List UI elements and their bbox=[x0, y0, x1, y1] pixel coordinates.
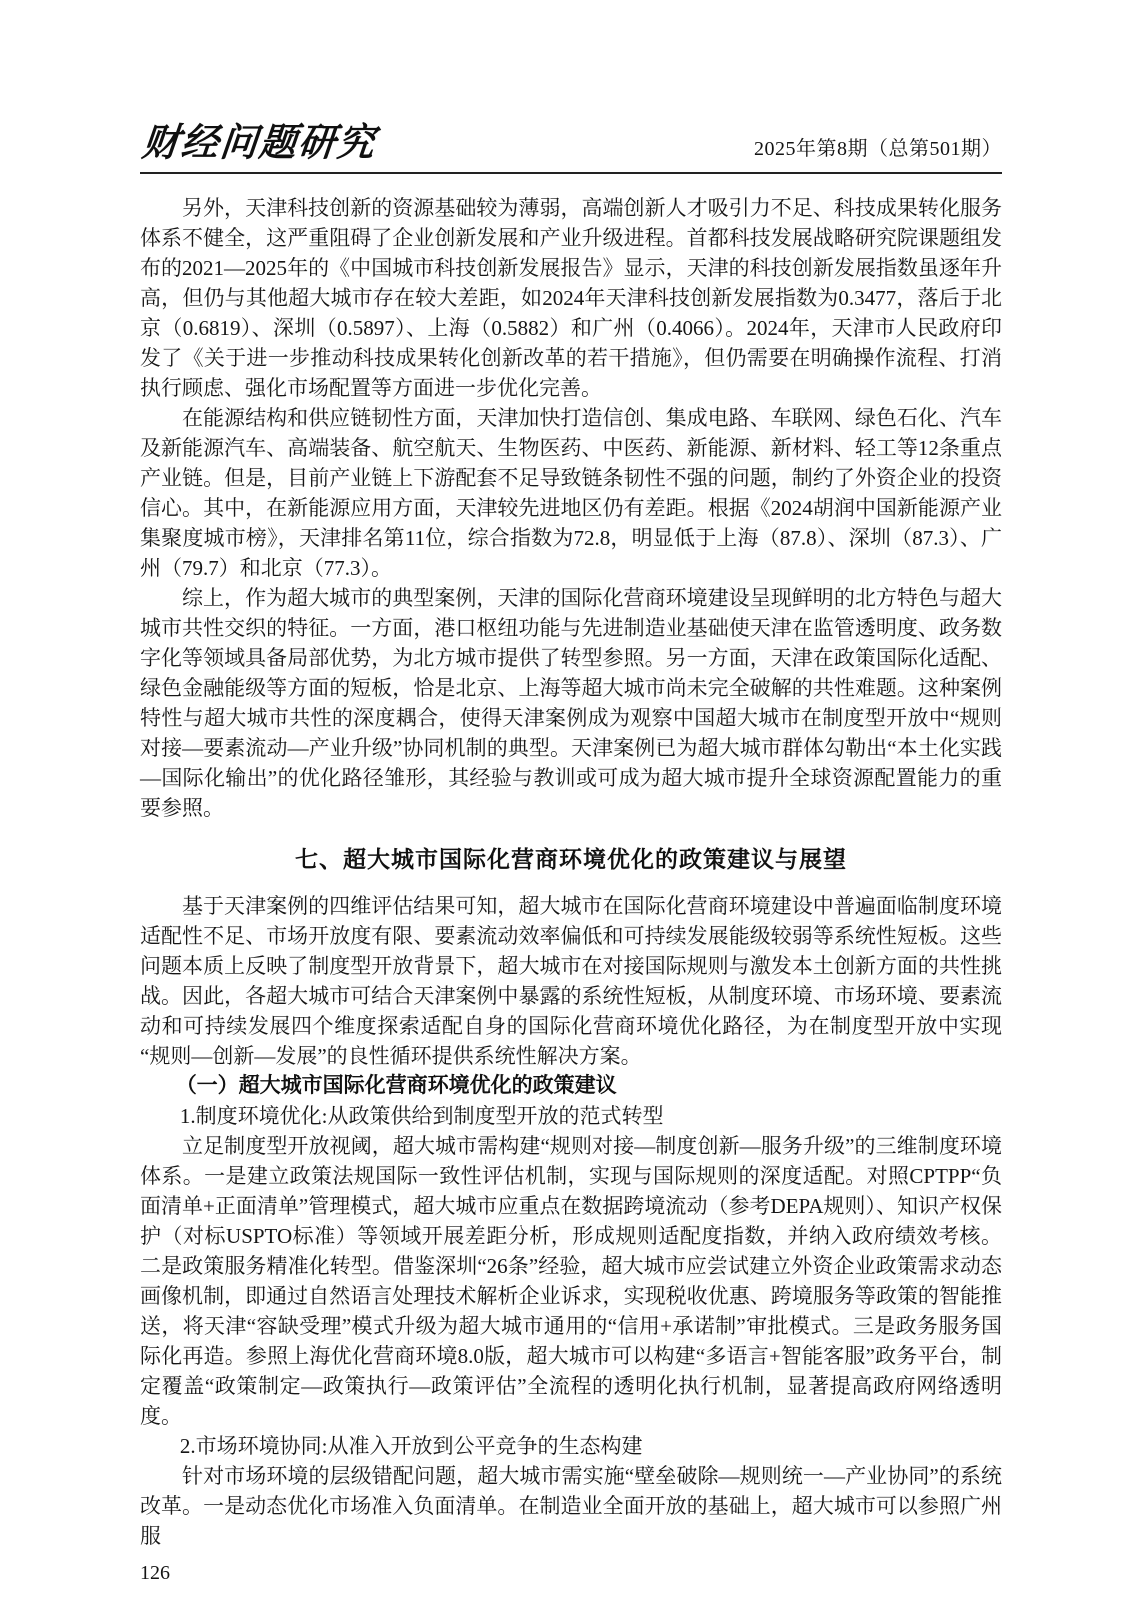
section-heading: 七、超大城市国际化营商环境优化的政策建议与展望 bbox=[295, 846, 847, 872]
paragraph-market-environment: 针对市场环境的层级错配问题，超大城市需实施“壁垒破除—规则统一—产业协同”的系统改革。一是动态优化市场准入负面清单。在制造业全面开放的基础上，超大城市可以参照广州服 bbox=[140, 1464, 1002, 1548]
numbered-item-heading-institutional: 1.制度环境优化:从政策供给到制度型开放的范式转型 bbox=[179, 1104, 664, 1128]
paragraph-institutional-optimization: 立足制度型开放视阈，超大城市需构建“规则对接—制度创新—服务升级”的三维制度环境体系。一是建立政策法规国际一致性评估机制，实现与国际规则的深度适配。对照CPTPP“负面清单+正面清单”管理模式，超大城市应重点在数据跨境流动（参考DEPA规则）、知识产权保护（对标USPTO标准）等领域开展差距分析，形成规则适配度指数，并纳入政府绩效考核。二是政策服务精准化转型。借鉴深圳“26条”经验，超大城市应尝试建立外资企业政策需求动态画像机制，即通过自然语言处理技术解析企业诉求，实现税收优惠、跨境服务等政策的智能推送，将天津“容缺受理”模式升级为超大城市通用的“信用+承诺制”审批模式。三是政务服务国际化再造。参照上海优化营商环境8.0版，超大城市可以构建“多语言+智能客服”政务平台，制定覆盖“政策制定—政策执行—政策评估”全流程的透明化执行机制，显著提高政府网络透明度。 bbox=[140, 1134, 1002, 1428]
paragraph-tech-innovation: 另外，天津科技创新的资源基础较为薄弱，高端创新人才吸引力不足、科技成果转化服务体系不健全，这严重阻碍了企业创新发展和产业升级进程。首都科技发展战略研究院课题组发布的2021—2025年的《中国城市科技创新发展报告》显示，天津的科技创新发展指数虽逐年升高，但仍与其他超大城市存在较大差距，如2024年天津科技创新发展指数为0.3477，落后于北京（0.6819）、深圳（0.5897）、上海（0.5882）和广州（0.4066）。2024年，天津市人民政府印发了《关于进一步推动科技成果转化创新改革的若干措施》，但仍需要在明确操作流程、打消执行顾虑、强化市场配置等方面进一步优化完善。 bbox=[140, 196, 1002, 400]
header-divider bbox=[140, 172, 1002, 174]
page-number: 126 bbox=[140, 1562, 170, 1584]
article-body bbox=[140, 193, 1002, 1551]
paragraph-energy-supply-chain: 在能源结构和供应链韧性方面，天津加快打造信创、集成电路、车联网、绿色石化、汽车及新能源汽车、高端装备、航空航天、生物医药、中医药、新能源、新材料、轻工等12条重点产业链。但是，目前产业链上下游配套不足导致链条韧性不强的问题，制约了外资企业的投资信心。其中，在新能源应用方面，天津较先进地区仍有差距。根据《2024胡润中国新能源产业集聚度城市榜》，天津排名第11位，综合指数为72.8，明显低于上海（87.8）、深圳（87.3）、广州（79.7）和北京（77.3）。 bbox=[140, 406, 1002, 580]
numbered-item-heading-market: 2.市场环境协同:从准入开放到公平竞争的生态构建 bbox=[179, 1434, 643, 1458]
journal-logo: 财经问题研究 bbox=[140, 122, 379, 165]
paragraph-four-dimension-assessment: 基于天津案例的四维评估结果可知，超大城市在国际化营商环境建设中普遍面临制度环境适配性不足、市场开放度有限、要素流动效率偏低和可持续发展能级较弱等系统性短板。这些问题本质上反映了制度型开放背景下，超大城市在对接国际规则与激发本土创新方面的共性挑战。因此，各超大城市可结合天津案例中暴露的系统性短板，从制度环境、市场环境、要素流动和可持续发展四个维度探索适配自身的国际化营商环境优化路径，为在制度型开放中实现“规则—创新—发展”的良性循环提供系统性解决方案。 bbox=[140, 894, 1002, 1068]
paragraph-summary-tianjin-case: 综上，作为超大城市的典型案例，天津的国际化营商环境建设呈现鲜明的北方特色与超大城市共性交织的特征。一方面，港口枢纽功能与先进制造业基础使天津在监管透明度、政务数字化等领域具备局部优势，为北方城市提供了转型参照。另一方面，天津在政策国际化适配、绿色金融能级等方面的短板，恰是北京、上海等超大城市尚未完全破解的共性难题。这种案例特性与超大城市共性的深度耦合，使得天津案例成为观察中国超大城市在制度型开放中“规则对接—要素流动—产业升级”协同机制的典型。天津案例已为超大城市群体勾勒出“本土化实践—国际化输出”的优化路径雏形，其经验与教训或可成为超大城市提升全球资源配置能力的重要参照。 bbox=[140, 586, 1002, 820]
issue-info: 2025年第8期（总第501期） bbox=[754, 138, 1002, 160]
page-footer bbox=[140, 1562, 1002, 1585]
page-header bbox=[140, 122, 1002, 165]
subsection-heading-policy-suggestions: （一）超大城市国际化营商环境优化的政策建议 bbox=[175, 1074, 617, 1097]
